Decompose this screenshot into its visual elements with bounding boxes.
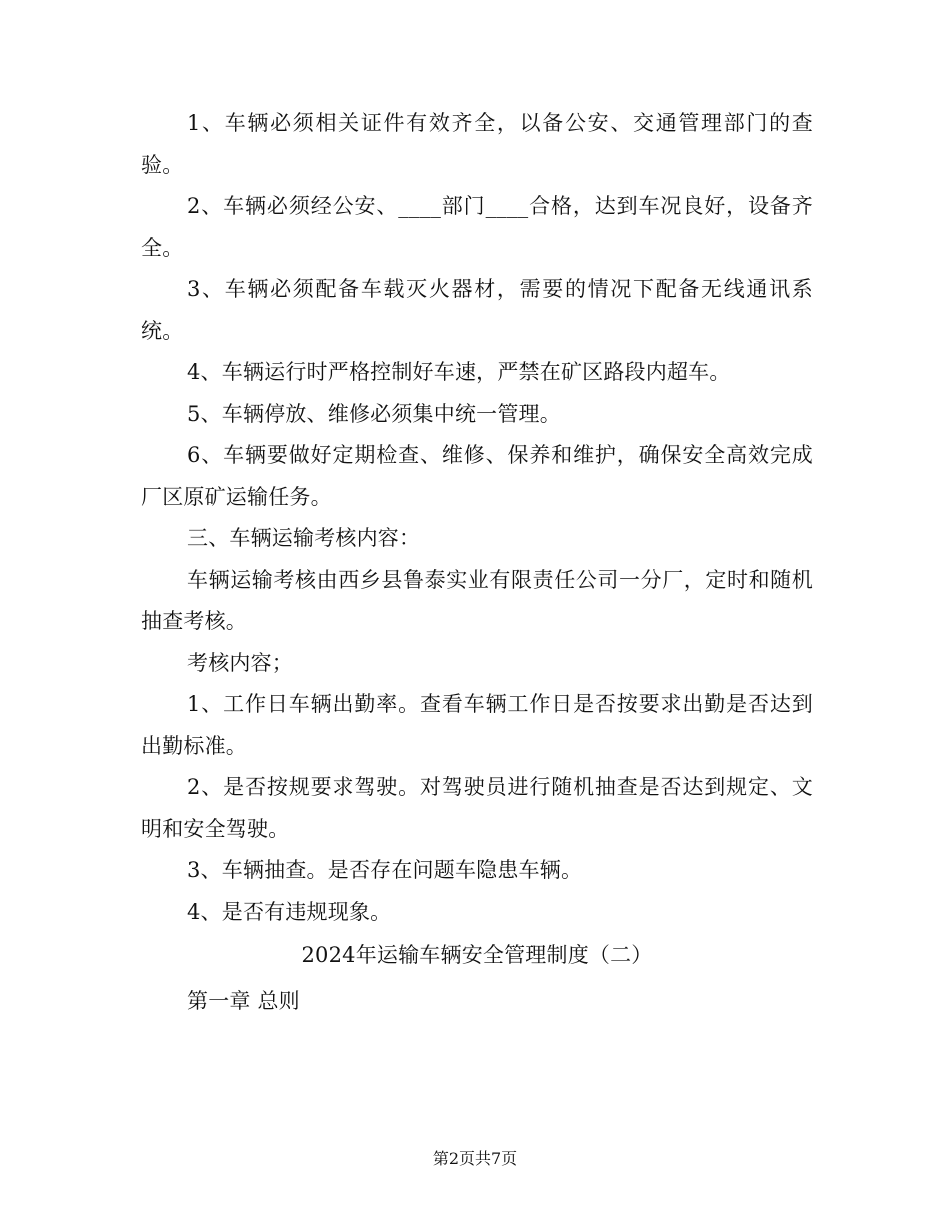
document-body [141,103,813,1022]
paragraph-1: 1、车辆必须相关证件有效齐全，以备公安、交通管理部门的查验。 [141,111,813,177]
paragraph-6: 6、车辆要做好定期检查、维修、保养和维护，确保安全高效完成厂区原矿运输任务。 [141,443,813,509]
paragraph-5: 5、车辆停放、维修必须集中统一管理。 [187,401,561,426]
chapter-title: 第一章 总则 [187,988,300,1013]
page-indicator: 第2页共7页 [432,1149,518,1168]
paragraph-assessment-intro: 车辆运输考核由西乡县鲁泰实业有限责任公司一分厂，定时和随机抽查考核。 [141,567,813,633]
paragraph-2: 2、车辆必须经公安、____部门____合格，达到车况良好，设备齐全。 [141,194,813,260]
paragraph-3: 3、车辆必须配备车载灭火器材，需要的情况下配备无线通讯系统。 [141,277,813,343]
page-footer [0,1149,950,1169]
paragraph-assessment-4: 4、是否有违规现象。 [187,899,392,924]
paragraph-4: 4、车辆运行时严格控制好车速，严禁在矿区路段内超车。 [187,360,731,384]
paragraph-assessment-2: 2、是否按规要求驾驶。对驾驶员进行随机抽查是否达到规定、文明和安全驾驶。 [141,775,813,841]
paragraph-assessment-label: 考核内容； [187,650,293,675]
paragraph-assessment-1: 1、工作日车辆出勤率。查看车辆工作日是否按要求出勤是否达到出勤标准。 [141,692,813,758]
section-heading-assessment: 三、车辆运输考核内容： [187,526,421,550]
section-title: 2024年运输车辆安全管理制度（二） [301,943,653,967]
paragraph-assessment-3: 3、车辆抽查。是否存在问题车隐患车辆。 [187,858,583,882]
